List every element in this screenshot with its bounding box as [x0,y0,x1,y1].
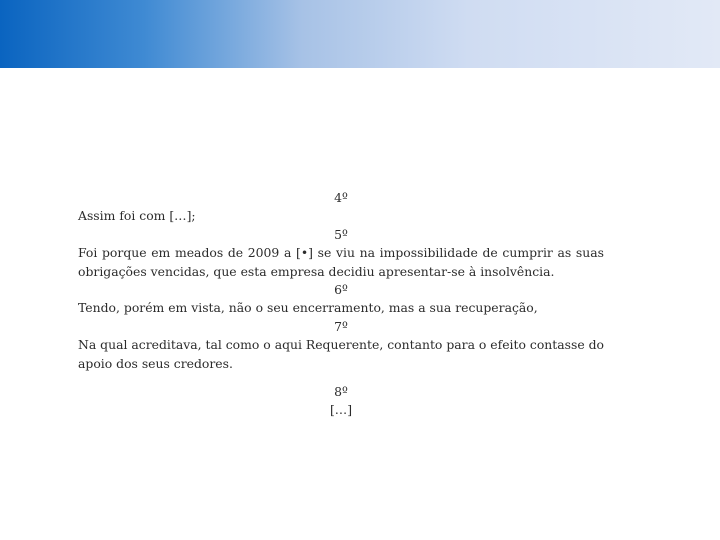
article-text: […] [329,402,353,418]
article-number: 6º [334,282,348,298]
article-number: 7º [334,318,348,334]
article-number: 8º [334,384,348,400]
spacer [78,373,604,383]
article-text: Tendo, porém em vista, não o seu encerramento, mas a sua recuperação, [78,300,538,316]
article-text: Foi porque em meados de 2009 a [•] se viu na impossibilidade de cumprir as suas obrigações vencidas, que esta empresa decidiu apresentar-se à insolvência. [78,245,604,279]
article-number: 4º [334,190,348,205]
article-text: Na qual acreditava, tal como o aqui Requerente, contanto para o efeito contasse do apoio dos seus credores. [78,337,605,371]
header-gradient-band [0,0,720,68]
article-number: 5º [334,226,348,242]
document-body [78,189,604,420]
article-text: Assim foi com […]; [78,208,196,224]
